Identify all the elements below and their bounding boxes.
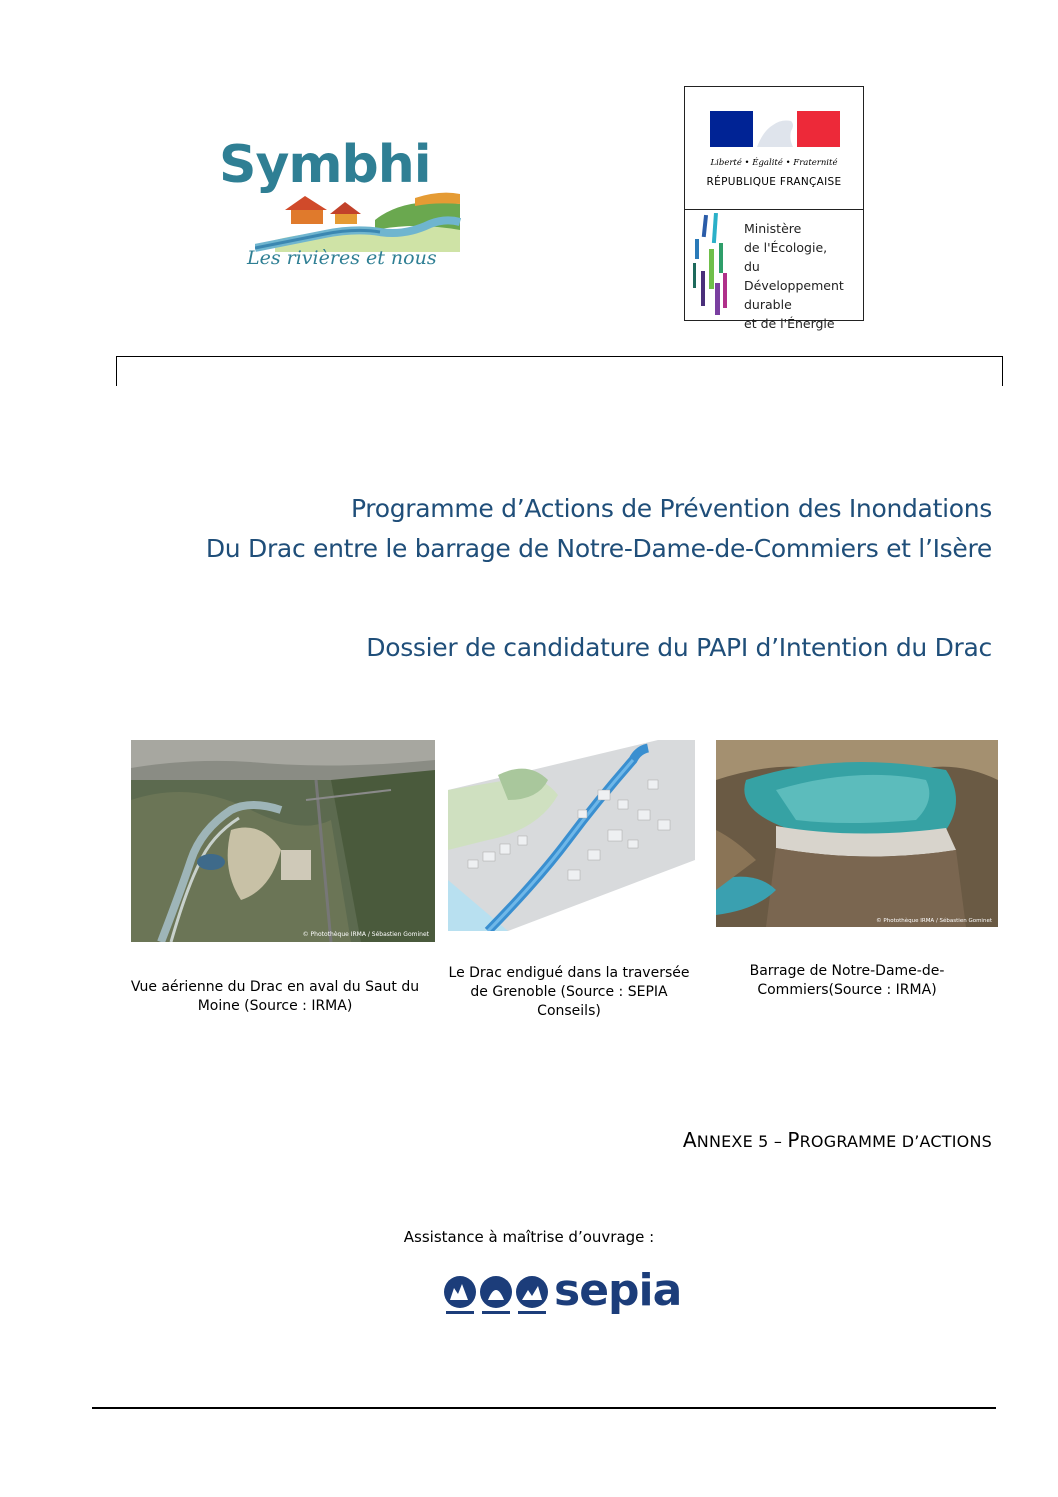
republic-motto: Liberté • Égalité • Fraternité (710, 158, 838, 168)
republic-name: RÉPUBLIQUE FRANÇAISE (706, 176, 842, 188)
sepia-wordmark: sepia (554, 1265, 682, 1316)
annexe-text: ROGRAMME D’ACTIONS (799, 1132, 992, 1151)
ministry-line: de l'Écologie, (744, 240, 828, 255)
symbhi-logo (215, 135, 460, 275)
ministry-line: et de l'Énergie (744, 316, 835, 331)
annexe-heading (683, 1128, 992, 1152)
republic-divider (685, 209, 863, 210)
caption-line: Le Drac endigué dans la traversée (448, 965, 690, 981)
caption-photo-1 (119, 978, 431, 1016)
photo-credit: © Photothèque IRMA / Sébastien Gominet (876, 918, 992, 924)
caption-line: Moine (Source : IRMA) (197, 998, 353, 1014)
title-line-1: Programme d’Actions de Prévention des Inondations (350, 494, 992, 523)
ministry-name (744, 219, 863, 333)
photo-3d-grenoble (448, 740, 695, 931)
photo-barrage-dam (716, 740, 998, 927)
republique-francaise-logo (684, 86, 864, 331)
caption-line: Vue aérienne du Drac en aval du Saut du (130, 979, 420, 995)
caption-line: de Grenoble (Source : SEPIA (470, 984, 668, 1000)
symbhi-wordmark: Symbhi (219, 135, 431, 195)
photo-credit: © Photothèque IRMA / Sébastien Gominet (302, 931, 429, 938)
ministry-line: Ministère (744, 221, 802, 236)
annexe-cap: A (682, 1128, 697, 1152)
annexe-cap: P (787, 1128, 800, 1152)
title-frame (116, 356, 1003, 386)
caption-line: Commiers(Source : IRMA) (757, 982, 937, 998)
assistance-label: Assistance à maîtrise d’ouvrage : (403, 1228, 655, 1246)
ministry-stripes-icon (689, 213, 739, 318)
sepia-badges-icon (442, 1272, 554, 1316)
ministry-line: du Développement (744, 259, 844, 293)
caption-photo-3 (724, 962, 970, 1000)
annexe-text: NNEXE 5 – (696, 1132, 788, 1151)
photo-aerial-drac (131, 740, 435, 942)
marianne-flag-icon (710, 111, 840, 147)
ministry-line: durable (744, 297, 792, 312)
symbhi-landscape-icon (255, 190, 465, 252)
sepia-logo (442, 1265, 682, 1323)
caption-line: Conseils) (537, 1003, 601, 1019)
caption-photo-2 (438, 964, 700, 1021)
title-line-3: Dossier de candidature du PAPI d’Intention du Drac (366, 633, 992, 662)
marianne-profile-icon (753, 111, 797, 147)
caption-line: Barrage de Notre-Dame-de- (749, 963, 945, 979)
title-line-2: Du Drac entre le barrage de Notre-Dame-de-Commiers et l’Isère (205, 534, 992, 563)
symbhi-tagline: Les rivières et nous (247, 247, 437, 269)
footer-rule (92, 1407, 996, 1409)
